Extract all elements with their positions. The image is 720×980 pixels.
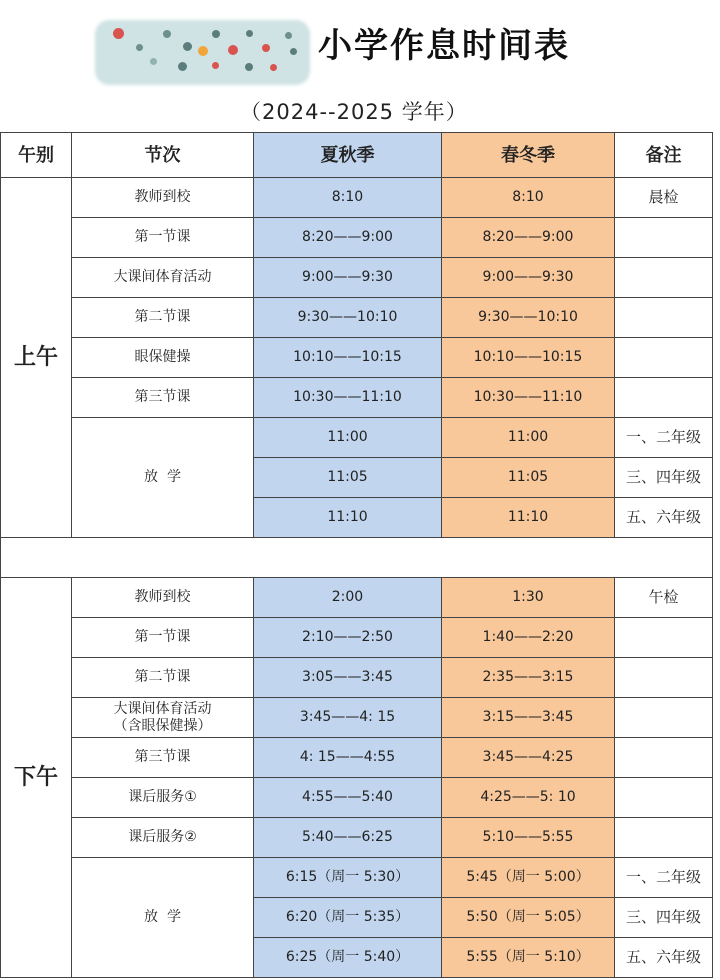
note-cell (615, 338, 713, 378)
page-subtitle: （2024--2025 学年） (240, 100, 468, 124)
note-cell: 一、二年级 (615, 418, 713, 458)
note-cell: 一、二年级 (615, 858, 713, 898)
winter-time: 1:40——2:20 (442, 618, 615, 658)
afternoon-label: 下午 (1, 578, 72, 978)
table-row (1, 738, 713, 778)
note-cell: 五、六年级 (615, 938, 713, 978)
session-cell: 眼保健操 (72, 338, 254, 378)
winter-time: 11:05 (442, 458, 615, 498)
summer-time: 6:20（周一 5:35） (254, 898, 442, 938)
dismissal-cell: 放 学 (72, 858, 254, 978)
dismissal-cell: 放 学 (72, 418, 254, 538)
table-row (1, 218, 713, 258)
table-row (1, 858, 713, 898)
note-cell (615, 658, 713, 698)
note-cell: 三、四年级 (615, 458, 713, 498)
winter-time: 2:35——3:15 (442, 658, 615, 698)
table-row (1, 778, 713, 818)
note-cell (615, 818, 713, 858)
table-row (1, 178, 713, 218)
note-cell: 三、四年级 (615, 898, 713, 938)
summer-time: 10:10——10:15 (254, 338, 442, 378)
winter-time: 10:10——10:15 (442, 338, 615, 378)
session-line-2: （含眼保健操） (113, 717, 212, 734)
summer-time: 4:55——5:40 (254, 778, 442, 818)
note-cell: 午检 (615, 578, 713, 618)
note-cell (615, 738, 713, 778)
schedule-table (0, 132, 713, 978)
note-cell: 晨检 (615, 178, 713, 218)
table-row (1, 418, 713, 458)
note-cell (615, 778, 713, 818)
summer-time: 11:05 (254, 458, 442, 498)
session-cell: 教师到校 (72, 178, 254, 218)
winter-time: 1:30 (442, 578, 615, 618)
page-title: 小学作息时间表 (318, 26, 570, 66)
note-cell (615, 258, 713, 298)
session-cell: 大课间体育活动 (72, 258, 254, 298)
summer-time: 9:30——10:10 (254, 298, 442, 338)
winter-time: 11:10 (442, 498, 615, 538)
summer-time: 6:15（周一 5:30） (254, 858, 442, 898)
summer-time: 3:05——3:45 (254, 658, 442, 698)
header-period: 午别 (1, 133, 72, 178)
summer-time: 3:45——4: 15 (254, 698, 442, 738)
winter-time: 9:30——10:10 (442, 298, 615, 338)
header-note: 备注 (615, 133, 713, 178)
header-row (1, 133, 713, 178)
winter-time: 9:00——9:30 (442, 258, 615, 298)
session-line-1: 大课间体育活动 (113, 700, 212, 717)
winter-time: 5:10——5:55 (442, 818, 615, 858)
note-cell: 五、六年级 (615, 498, 713, 538)
session-cell: 第一节课 (72, 618, 254, 658)
session-cell: 第三节课 (72, 738, 254, 778)
summer-time: 2:10——2:50 (254, 618, 442, 658)
note-cell (615, 298, 713, 338)
header-summer: 夏秋季 (254, 133, 442, 178)
table-row (1, 258, 713, 298)
session-cell: 第二节课 (72, 298, 254, 338)
table-row (1, 298, 713, 338)
summer-time: 2:00 (254, 578, 442, 618)
summer-time: 6:25（周一 5:40） (254, 938, 442, 978)
note-cell (615, 698, 713, 738)
spacer-row (1, 538, 713, 578)
winter-time: 8:10 (442, 178, 615, 218)
winter-time: 5:45（周一 5:00） (442, 858, 615, 898)
session-cell: 第三节课 (72, 378, 254, 418)
spacer-cell (1, 538, 713, 578)
summer-time: 4: 15——4:55 (254, 738, 442, 778)
summer-time: 11:10 (254, 498, 442, 538)
summer-time: 11:00 (254, 418, 442, 458)
header-session: 节次 (72, 133, 254, 178)
table-row (1, 338, 713, 378)
winter-time: 3:15——3:45 (442, 698, 615, 738)
table-row (1, 698, 713, 738)
morning-label: 上午 (1, 178, 72, 538)
table-row (1, 618, 713, 658)
note-cell (615, 618, 713, 658)
summer-time: 5:40——6:25 (254, 818, 442, 858)
session-cell (72, 698, 254, 738)
winter-time: 4:25——5: 10 (442, 778, 615, 818)
note-cell (615, 378, 713, 418)
session-cell: 第一节课 (72, 218, 254, 258)
winter-time: 5:50（周一 5:05） (442, 898, 615, 938)
session-cell: 课后服务② (72, 818, 254, 858)
winter-time: 3:45——4:25 (442, 738, 615, 778)
table-row (1, 658, 713, 698)
summer-time: 8:10 (254, 178, 442, 218)
summer-time: 9:00——9:30 (254, 258, 442, 298)
session-cell: 课后服务① (72, 778, 254, 818)
session-cell: 第二节课 (72, 658, 254, 698)
header-winter: 春冬季 (442, 133, 615, 178)
session-cell: 教师到校 (72, 578, 254, 618)
table-row (1, 818, 713, 858)
table-row (1, 378, 713, 418)
winter-time: 5:55（周一 5:10） (442, 938, 615, 978)
table-row (1, 578, 713, 618)
winter-time: 11:00 (442, 418, 615, 458)
winter-time: 8:20——9:00 (442, 218, 615, 258)
summer-time: 10:30——11:10 (254, 378, 442, 418)
note-cell (615, 218, 713, 258)
winter-time: 10:30——11:10 (442, 378, 615, 418)
summer-time: 8:20——9:00 (254, 218, 442, 258)
